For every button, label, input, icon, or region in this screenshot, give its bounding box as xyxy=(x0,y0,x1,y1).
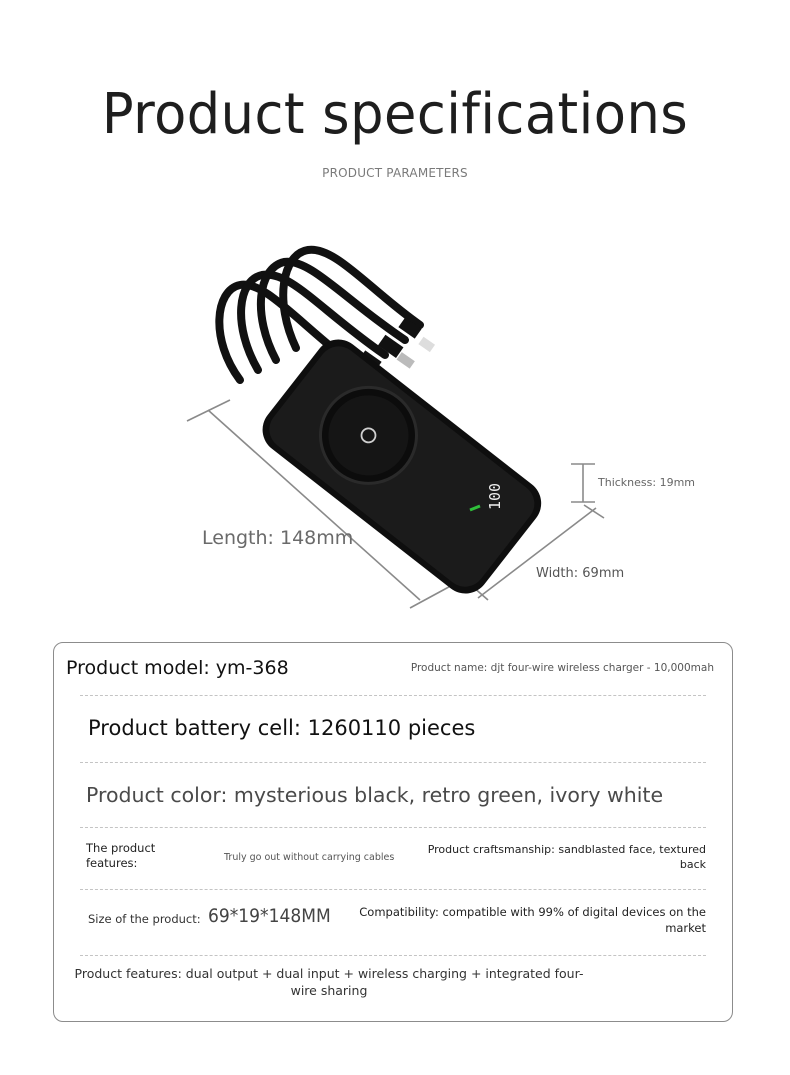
spec-product-name: Product name: djt four-wire wireless charger - 10,000mah xyxy=(410,662,714,674)
spec-craftsmanship: Product craftsmanship: sandblasted face, textured back xyxy=(427,843,706,871)
divider xyxy=(80,889,706,890)
dimension-thickness-label: Thickness: 19mm xyxy=(598,476,695,489)
spec-features-value: Truly go out without carrying cables xyxy=(224,852,395,863)
spec-color: Product color: mysterious black, retro green, ivory white xyxy=(86,783,664,807)
spec-size-label: Size of the product: xyxy=(88,912,201,926)
power-bank-body xyxy=(253,330,551,603)
dimension-width-label: Width: 69mm xyxy=(536,566,625,581)
svg-text:100: 100 xyxy=(486,482,504,510)
spec-features-label: The product features: xyxy=(86,841,156,870)
spec-card xyxy=(53,642,733,1022)
product-figure xyxy=(0,230,790,630)
spec-compatibility: Compatibility: compatible with 99% of digital devices on the market xyxy=(359,905,706,935)
spec-battery-cell: Product battery cell: 1260110 pieces xyxy=(88,716,476,740)
divider xyxy=(80,762,706,763)
spec-product-features: Product features: dual output + dual input + wireless charging + integrated four-wire sharing xyxy=(74,966,584,998)
divider xyxy=(80,695,706,696)
page-subtitle: PRODUCT PARAMETERS xyxy=(322,166,468,180)
dimension-length-label: Length: 148mm xyxy=(202,527,354,549)
page-title: Product specifications xyxy=(101,82,689,147)
spec-model: Product model: ym-368 xyxy=(66,657,289,679)
power-bank-illustration xyxy=(0,230,790,630)
spec-size-value: 69*19*148MM xyxy=(208,905,331,927)
divider xyxy=(80,827,706,828)
divider xyxy=(80,955,706,956)
